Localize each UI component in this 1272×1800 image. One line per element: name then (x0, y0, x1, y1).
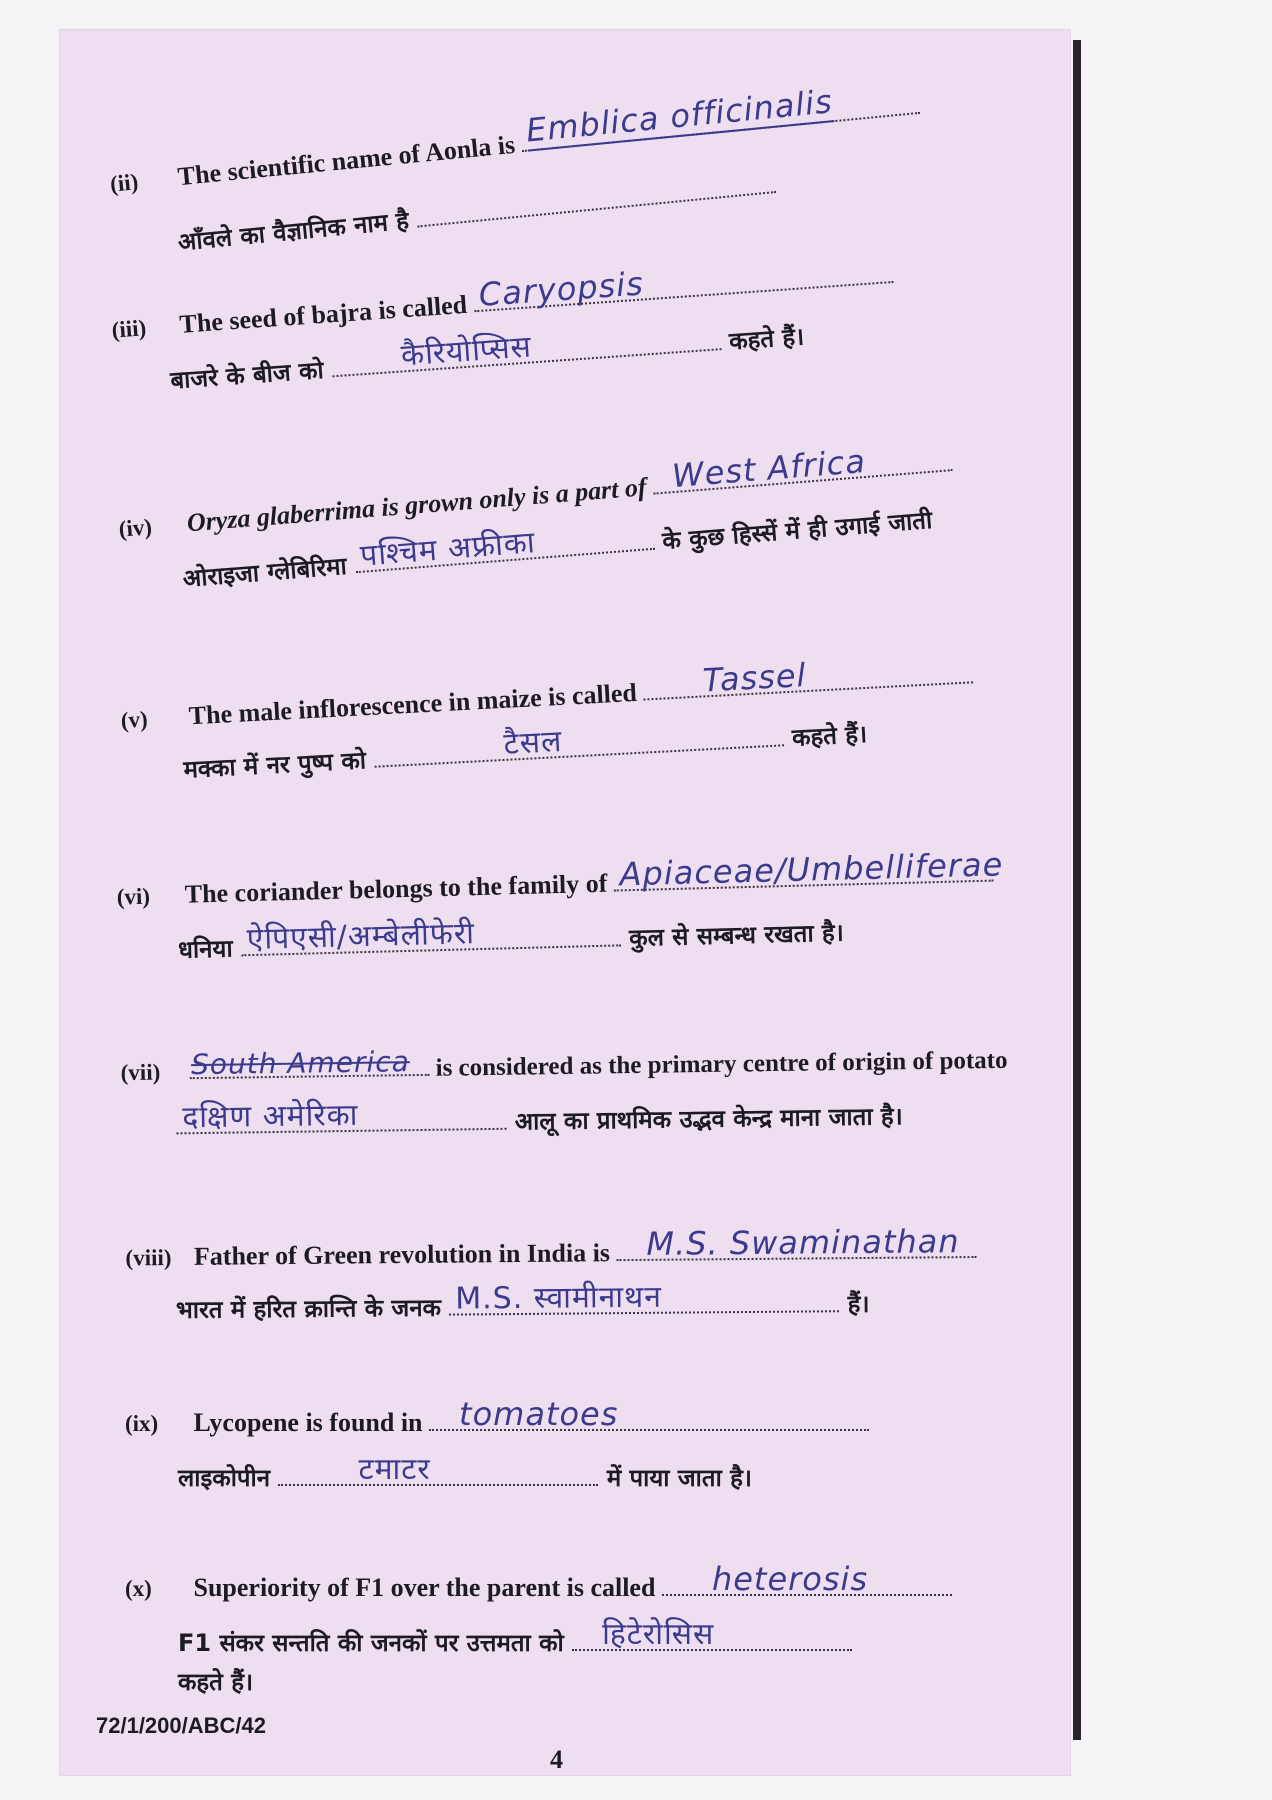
answer-blank[interactable] (520, 82, 921, 152)
answer-blank-hi[interactable] (373, 720, 784, 767)
question-number: (v) (120, 706, 149, 733)
answer-blank[interactable] (662, 1560, 952, 1598)
handwritten-answer-hi: ऐपिएसी/अम्बेलीफेरी (246, 916, 476, 958)
question-text-hi: आँवले का वैज्ञानिक नाम है (176, 206, 411, 257)
question-suffix-hi: के कुछ हिस्सें में ही उगाई जाती (661, 505, 934, 556)
question-viii (60, 1196, 1070, 1324)
question-text-hi: भारत में हरित क्रान्ति के जनक (175, 1293, 442, 1324)
answer-blank-hi[interactable] (449, 1279, 839, 1317)
question-suffix-hi: हैं। (847, 1289, 870, 1319)
handwritten-answer: West Africa (670, 441, 868, 496)
question-number: (ix) (125, 1411, 159, 1436)
question-text-en: Lycopene is found in (193, 1408, 423, 1437)
question-text-en: Father of Green revolution in India is (193, 1238, 611, 1271)
question-suffix-hi: कहते हैं। (791, 719, 868, 752)
answer-blank-hi[interactable] (415, 167, 776, 227)
handwritten-answer-hi: कैरियोप्सिस (399, 329, 533, 374)
handwritten-answer-hi: हिटेरोसिस (602, 1617, 715, 1652)
question-text-en: The scientific name of Aonla is (176, 129, 517, 192)
answer-blank-hi[interactable] (572, 1617, 852, 1652)
handwritten-answer: Apiaceae/Umbelliferae (619, 845, 1004, 894)
question-number: (x) (125, 1576, 152, 1601)
answer-blank-hi[interactable] (176, 1097, 506, 1136)
question-text-hi: धनिया (177, 934, 233, 964)
question-number: (iii) (110, 315, 148, 343)
answer-blank[interactable] (472, 257, 893, 312)
handwritten-answer-hi: दक्षिण अमेरिका (182, 1097, 359, 1136)
question-number: (vi) (116, 883, 151, 910)
question-text-en: Superiority of F1 over the parent is called (193, 1573, 656, 1602)
question-text-en: Oryza glaberrima is grown only is a part of (185, 472, 648, 538)
handwritten-answer: South America (190, 1045, 411, 1082)
question-ii (60, 30, 1065, 257)
page-number: 4 (550, 1745, 563, 1774)
handwritten-answer-hi: टमाटर (358, 1452, 431, 1487)
paper-code: 72/1/200/ABC/42 (96, 1713, 266, 1738)
handwritten-answer: heterosis (711, 1560, 869, 1598)
question-number: (iv) (117, 514, 153, 542)
question-number: (vii) (120, 1059, 161, 1086)
question-text-en: The seed of bajra is called (178, 289, 469, 339)
answer-blank[interactable] (429, 1395, 869, 1433)
question-vii (60, 1011, 1070, 1136)
handwritten-answer: Tassel (701, 656, 808, 700)
question-suffix-hi: में पाया जाता है। (606, 1464, 752, 1492)
answer-blank-hi[interactable] (331, 324, 722, 377)
handwritten-answer-hi: M.S. स्वामीनाथन (455, 1279, 663, 1317)
answer-blank[interactable] (651, 441, 952, 496)
question-number: (viii) (125, 1245, 172, 1271)
question-text-en: The male inflorescence in maize is called (187, 677, 638, 731)
question-text-hi: ओराइजा ग्लेबिरिमा (181, 552, 348, 593)
handwritten-answer: Emblica officinalis (524, 82, 835, 150)
question-suffix-hi: कहते हैं। (728, 322, 806, 356)
answer-blank[interactable] (613, 845, 1004, 894)
handwritten-answer-hi: पश्चिम अफ्रीका (358, 525, 537, 574)
question-number: (ii) (108, 169, 140, 197)
handwritten-answer: tomatoes (459, 1395, 619, 1433)
question-suffix-hi: आलू का प्राथमिक उद्भव केन्द्र माना जाता है। (514, 1102, 903, 1136)
answer-blank-hi[interactable] (278, 1452, 598, 1487)
question-text-hi: मक्का में नर पुष्प को (182, 746, 367, 784)
page-binding-edge (1073, 40, 1081, 1740)
handwritten-answer: M.S. Swaminathan (646, 1222, 960, 1263)
handwritten-answer-hi: टैसल (502, 723, 564, 762)
answer-blank-hi[interactable] (240, 916, 621, 958)
answer-blank[interactable] (642, 657, 973, 700)
question-suffix-hi: कहते हैं। (178, 1668, 254, 1696)
question-text-en: The coriander belongs to the family of (184, 868, 608, 909)
answer-blank-hi[interactable] (354, 524, 655, 573)
question-text-hi: लाइकोपीन (178, 1464, 271, 1492)
handwritten-answer: Caryopsis (477, 264, 645, 314)
answer-blank[interactable] (189, 1045, 429, 1082)
question-suffix-hi: कुल से सम्बन्ध रखता है। (628, 918, 845, 953)
question-text-hi: F1 संकर सन्तति की जनकों पर उत्तमता को (178, 1629, 564, 1657)
answer-blank[interactable] (616, 1222, 976, 1263)
question-text-hi: बाजरे के बीज को (169, 355, 325, 395)
question-vi (60, 804, 1070, 964)
question-text-en: is considered as the primary centre of origin of potato (435, 1046, 1008, 1082)
exam-sheet (60, 30, 1070, 1775)
